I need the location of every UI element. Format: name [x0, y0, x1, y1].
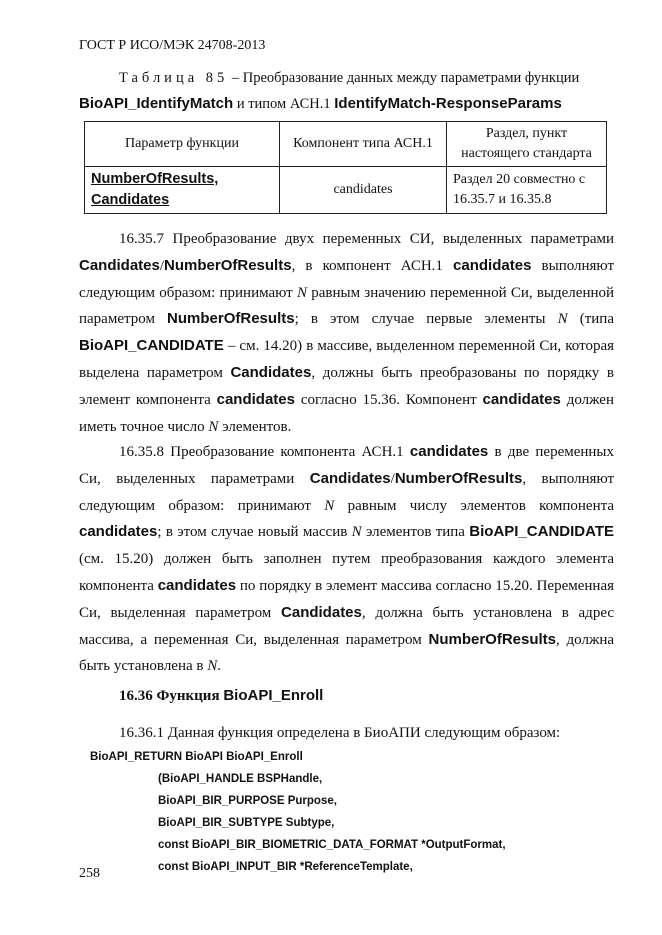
caption-type-name: IdentifyMatch-ResponseParams: [334, 95, 562, 112]
table-header-row: [85, 122, 607, 167]
code-line: BioAPI_BIR_PURPOSE Purpose,: [158, 795, 337, 807]
table-caption-line2: [79, 95, 614, 113]
paragraph-16-36-1: 16.36.1 Данная функция определена в БиоАПИ следующим образом:: [119, 725, 561, 741]
paragraph-16-35-7: 16.35.7 Преобразование двух переменных СИ, выделенных параметрами Candidates/NumberOfResults, в компонент АСН.1 candidates выполняют следующим образом: принимают N равным значению переменной Си, выделенной параметром NumberOfResults; в этом случае первые элементы N (типа BioAPI_CANDIDATE – см. 14.20) в массиве, выделенном переменной Си, которая выделена параметром Candidates, должны быть преобразованы по порядку в элемент компонента candidates согласно 15.36. Компонент candidates должен иметь точное число N элементов.: [79, 231, 615, 435]
cell-section: Раздел 20 совместно с 16.35.7 и 16.35.8: [447, 167, 607, 214]
caption-text-b: и типом АСН.1: [236, 96, 331, 112]
header-cell-section: Раздел, пункт настоящего стандарта: [447, 122, 607, 167]
code-line: (BioAPI_HANDLE BSPHandle,: [158, 773, 323, 785]
paragraph-16-35-8: 16.35.8 Преобразование компонента АСН.1 candidates в две переменных Си, выделенных параметрами Candidates/NumberOfResults, выполняют следующим образом: принимают N равным числу элементов компонента candidates; в этом случае новый массив N элементов типа BioAPI_CANDIDATE (см. 15.20) должен быть заполнен путем преобразования каждого элемента компонента candidates по порядку в элемент массива согласно 15.20. Переменная Си, выделенная параметром Candidates, должна быть установлена в адрес массива, а переменная Си, выделенная параметром NumberOfResults, должна быть установлена в N.: [79, 443, 615, 675]
header-cell-param: Параметр функции: [85, 122, 280, 167]
page-number: 258: [79, 866, 100, 881]
document-header: ГОСТ Р ИСО/МЭК 24708-2013: [79, 38, 266, 53]
table-row: [85, 167, 607, 214]
param-name: NumberOfResults, Candidates: [91, 171, 219, 208]
header-cell-component: Компонент типа АСН.1: [280, 122, 447, 167]
code-line: const BioAPI_INPUT_BIR *ReferenceTemplate,: [158, 861, 413, 873]
caption-function-name: BioAPI_IdentifyMatch: [79, 95, 234, 112]
conversion-table: [84, 121, 607, 214]
cell-param: [85, 167, 280, 214]
code-line: const BioAPI_BIR_BIOMETRIC_DATA_FORMAT *OutputFormat,: [158, 839, 506, 851]
table-caption-line1: [79, 70, 614, 87]
caption-text: – Преобразование данных между параметрами функции: [231, 70, 580, 86]
code-line: BioAPI_BIR_SUBTYPE Subtype,: [158, 817, 335, 829]
section-heading-16-36: 16.36 Функция BioAPI_Enroll: [119, 687, 324, 704]
table-label: Таблица 85: [119, 70, 229, 86]
cell-component: candidates: [280, 167, 447, 214]
code-line: BioAPI_RETURN BioAPI BioAPI_Enroll: [90, 751, 303, 763]
